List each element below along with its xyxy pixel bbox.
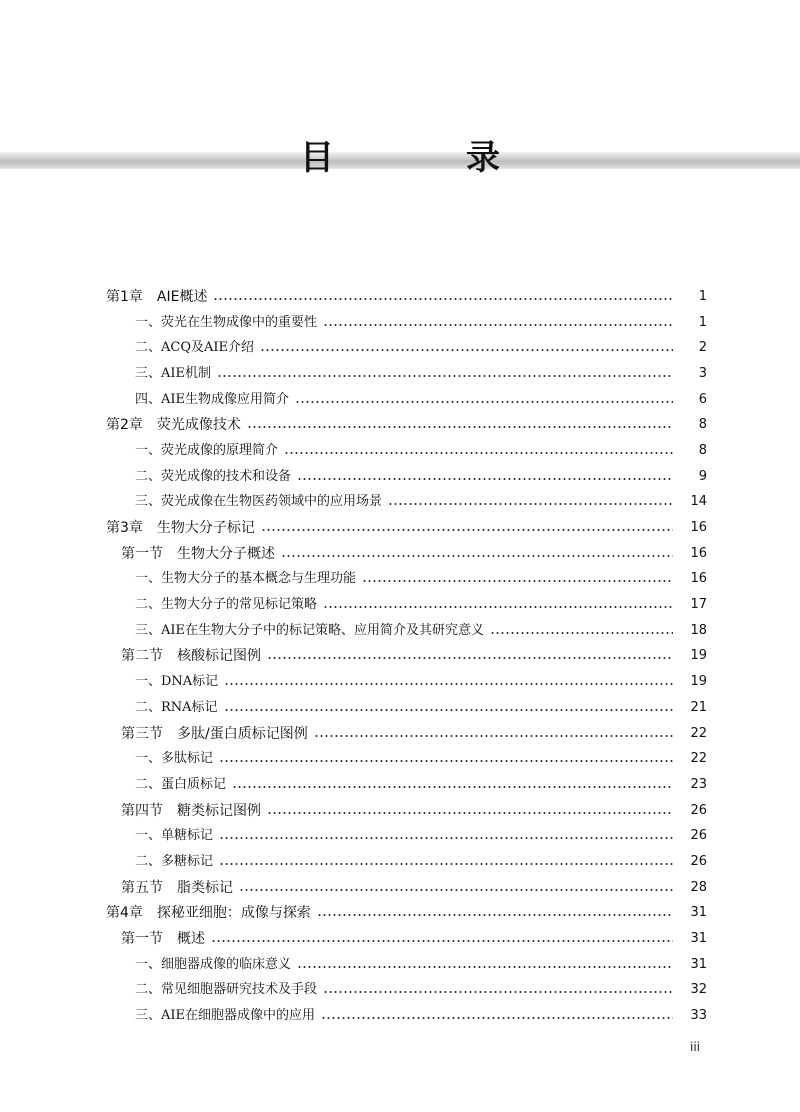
dot-leader xyxy=(314,735,673,737)
page-number: iii xyxy=(689,1040,700,1054)
toc-entry-label: 三、荧光成像在生物医药领域中的应用场景 xyxy=(135,494,383,510)
toc-section-entry[interactable] xyxy=(0,721,800,747)
dot-leader xyxy=(323,991,673,993)
toc-entry-page: 8 xyxy=(698,417,707,433)
toc-entry-label: 二、荧光成像的技术和设备 xyxy=(135,468,292,484)
toc-entry-page: 26 xyxy=(690,802,707,818)
toc-entry-label: 二、常见细胞器研究技术及手段 xyxy=(135,982,318,998)
toc-section-entry[interactable] xyxy=(0,926,800,952)
dot-leader xyxy=(224,709,673,711)
dot-leader xyxy=(219,837,673,839)
toc-item-entry[interactable] xyxy=(0,464,800,490)
dot-leader xyxy=(217,375,673,377)
toc-item-entry[interactable] xyxy=(0,978,800,1004)
toc-entry-page: 18 xyxy=(690,622,707,638)
toc-entry-page: 1 xyxy=(698,288,707,304)
toc-item-entry[interactable] xyxy=(0,823,800,849)
toc-entry-page: 16 xyxy=(690,571,707,587)
toc-entry-label: 一、细胞器成像的临床意义 xyxy=(135,956,292,972)
toc-entry-label: 三、AIE机制 xyxy=(135,365,212,381)
toc-entry-page: 2 xyxy=(698,340,707,356)
dot-leader xyxy=(295,401,673,403)
toc-entry-page: 26 xyxy=(690,853,707,869)
toc-entry-page: 14 xyxy=(690,494,707,510)
dot-leader xyxy=(284,452,673,454)
title-char-1: 目 xyxy=(300,137,334,178)
toc-entry-page: 1 xyxy=(698,314,707,330)
toc-entry-label: 二、生物大分子的常见标记策略 xyxy=(135,597,318,613)
toc-entry-label: 三、AIE在生物大分子中的标记策略、应用简介及其研究意义 xyxy=(135,622,485,638)
dot-leader xyxy=(362,580,673,582)
toc-entry-label: 第二节 核酸标记图例 xyxy=(121,648,261,665)
toc-entry-page: 16 xyxy=(690,520,707,536)
dot-leader xyxy=(490,632,673,634)
dot-leader xyxy=(247,426,673,428)
toc-item-entry[interactable] xyxy=(0,772,800,798)
toc-chapter-entry[interactable] xyxy=(0,901,800,927)
toc-item-entry[interactable] xyxy=(0,618,800,644)
toc-entry-label: 第五节 脂类标记 xyxy=(121,879,233,896)
toc-item-entry[interactable] xyxy=(0,361,800,387)
toc-item-entry[interactable] xyxy=(0,438,800,464)
toc-entry-label: 二、RNA标记 xyxy=(135,699,218,715)
toc-entry-label: 一、荧光在生物成像中的重要性 xyxy=(135,314,318,330)
toc-item-entry[interactable] xyxy=(0,1003,800,1029)
toc-entry-page: 31 xyxy=(690,905,707,921)
toc-entry-page: 28 xyxy=(690,879,707,895)
dot-leader xyxy=(267,657,673,659)
toc-entry-page: 31 xyxy=(690,931,707,947)
toc-entry-label: 第3章 生物大分子标记 xyxy=(106,520,255,537)
toc-entry-label: 三、AIE在细胞器成像中的应用 xyxy=(135,1008,316,1024)
toc-entry-page: 23 xyxy=(690,776,707,792)
toc-entry-label: 二、ACQ及AIE介绍 xyxy=(135,340,255,356)
toc-entry-label: 一、多肽标记 xyxy=(135,751,214,767)
toc-entry-page: 9 xyxy=(698,468,707,484)
toc-item-entry[interactable] xyxy=(0,592,800,618)
toc-entry-label: 第2章 荧光成像技术 xyxy=(106,417,241,434)
dot-leader xyxy=(260,349,673,351)
dot-leader xyxy=(219,760,673,762)
dot-leader xyxy=(323,324,673,326)
toc-chapter-entry[interactable] xyxy=(0,284,800,310)
toc-entry-page: 19 xyxy=(690,648,707,664)
toc-entry-page: 22 xyxy=(690,751,707,767)
toc-item-entry[interactable] xyxy=(0,746,800,772)
dot-leader xyxy=(297,478,673,480)
table-of-contents xyxy=(0,284,800,1029)
toc-section-entry[interactable] xyxy=(0,541,800,567)
dot-leader xyxy=(323,606,673,608)
toc-entry-label: 第四节 糖类标记图例 xyxy=(121,802,261,819)
toc-entry-page: 33 xyxy=(690,1008,707,1024)
toc-entry-page: 16 xyxy=(690,545,707,561)
toc-entry-label: 第一节 概述 xyxy=(121,931,205,948)
toc-item-entry[interactable] xyxy=(0,490,800,516)
toc-section-entry[interactable] xyxy=(0,798,800,824)
title-char-2: 录 xyxy=(466,137,500,178)
toc-entry-label: 第一节 生物大分子概述 xyxy=(121,545,275,562)
toc-item-entry[interactable] xyxy=(0,310,800,336)
dot-leader xyxy=(239,889,673,891)
dot-leader xyxy=(388,503,673,505)
toc-item-entry[interactable] xyxy=(0,387,800,413)
toc-entry-label: 二、蛋白质标记 xyxy=(135,776,227,792)
dot-leader xyxy=(232,786,673,788)
dot-leader xyxy=(317,914,673,916)
toc-entry-page: 8 xyxy=(698,442,707,458)
toc-entry-page: 26 xyxy=(690,828,707,844)
toc-entry-label: 第1章 AIE概述 xyxy=(106,288,208,305)
toc-entry-label: 一、生物大分子的基本概念与生理功能 xyxy=(135,571,357,587)
toc-entry-page: 6 xyxy=(698,391,707,407)
toc-chapter-entry[interactable] xyxy=(0,515,800,541)
page-title xyxy=(300,128,500,180)
toc-entry-page: 19 xyxy=(690,674,707,690)
toc-entry-label: 二、多糖标记 xyxy=(135,853,214,869)
toc-entry-page: 22 xyxy=(690,725,707,741)
toc-chapter-entry[interactable] xyxy=(0,412,800,438)
dot-leader xyxy=(261,529,673,531)
toc-entry-page: 17 xyxy=(690,597,707,613)
toc-section-entry[interactable] xyxy=(0,644,800,670)
dot-leader xyxy=(219,863,673,865)
toc-entry-label: 一、荧光成像的原理简介 xyxy=(135,442,279,458)
toc-entry-page: 3 xyxy=(698,365,707,381)
dot-leader xyxy=(267,812,673,814)
toc-entry-page: 32 xyxy=(690,982,707,998)
dot-leader xyxy=(213,298,673,300)
toc-entry-label: 一、DNA标记 xyxy=(135,674,219,690)
dot-leader xyxy=(211,940,673,942)
toc-entry-page: 31 xyxy=(690,956,707,972)
toc-entry-label: 第4章 探秘亚细胞：成像与探索 xyxy=(106,905,311,922)
toc-entry-label: 一、单糖标记 xyxy=(135,828,214,844)
toc-item-entry[interactable] xyxy=(0,335,800,361)
dot-leader xyxy=(224,683,673,685)
toc-entry-page: 21 xyxy=(690,699,707,715)
toc-item-entry[interactable] xyxy=(0,567,800,593)
dot-leader xyxy=(321,1017,673,1019)
toc-item-entry[interactable] xyxy=(0,849,800,875)
toc-item-entry[interactable] xyxy=(0,669,800,695)
dot-leader xyxy=(281,555,673,557)
toc-entry-label: 第三节 多肽/蛋白质标记图例 xyxy=(121,725,308,742)
dot-leader xyxy=(297,966,673,968)
toc-entry-label: 四、AIE生物成像应用简介 xyxy=(135,391,290,407)
toc-item-entry[interactable] xyxy=(0,952,800,978)
toc-item-entry[interactable] xyxy=(0,695,800,721)
toc-section-entry[interactable] xyxy=(0,875,800,901)
